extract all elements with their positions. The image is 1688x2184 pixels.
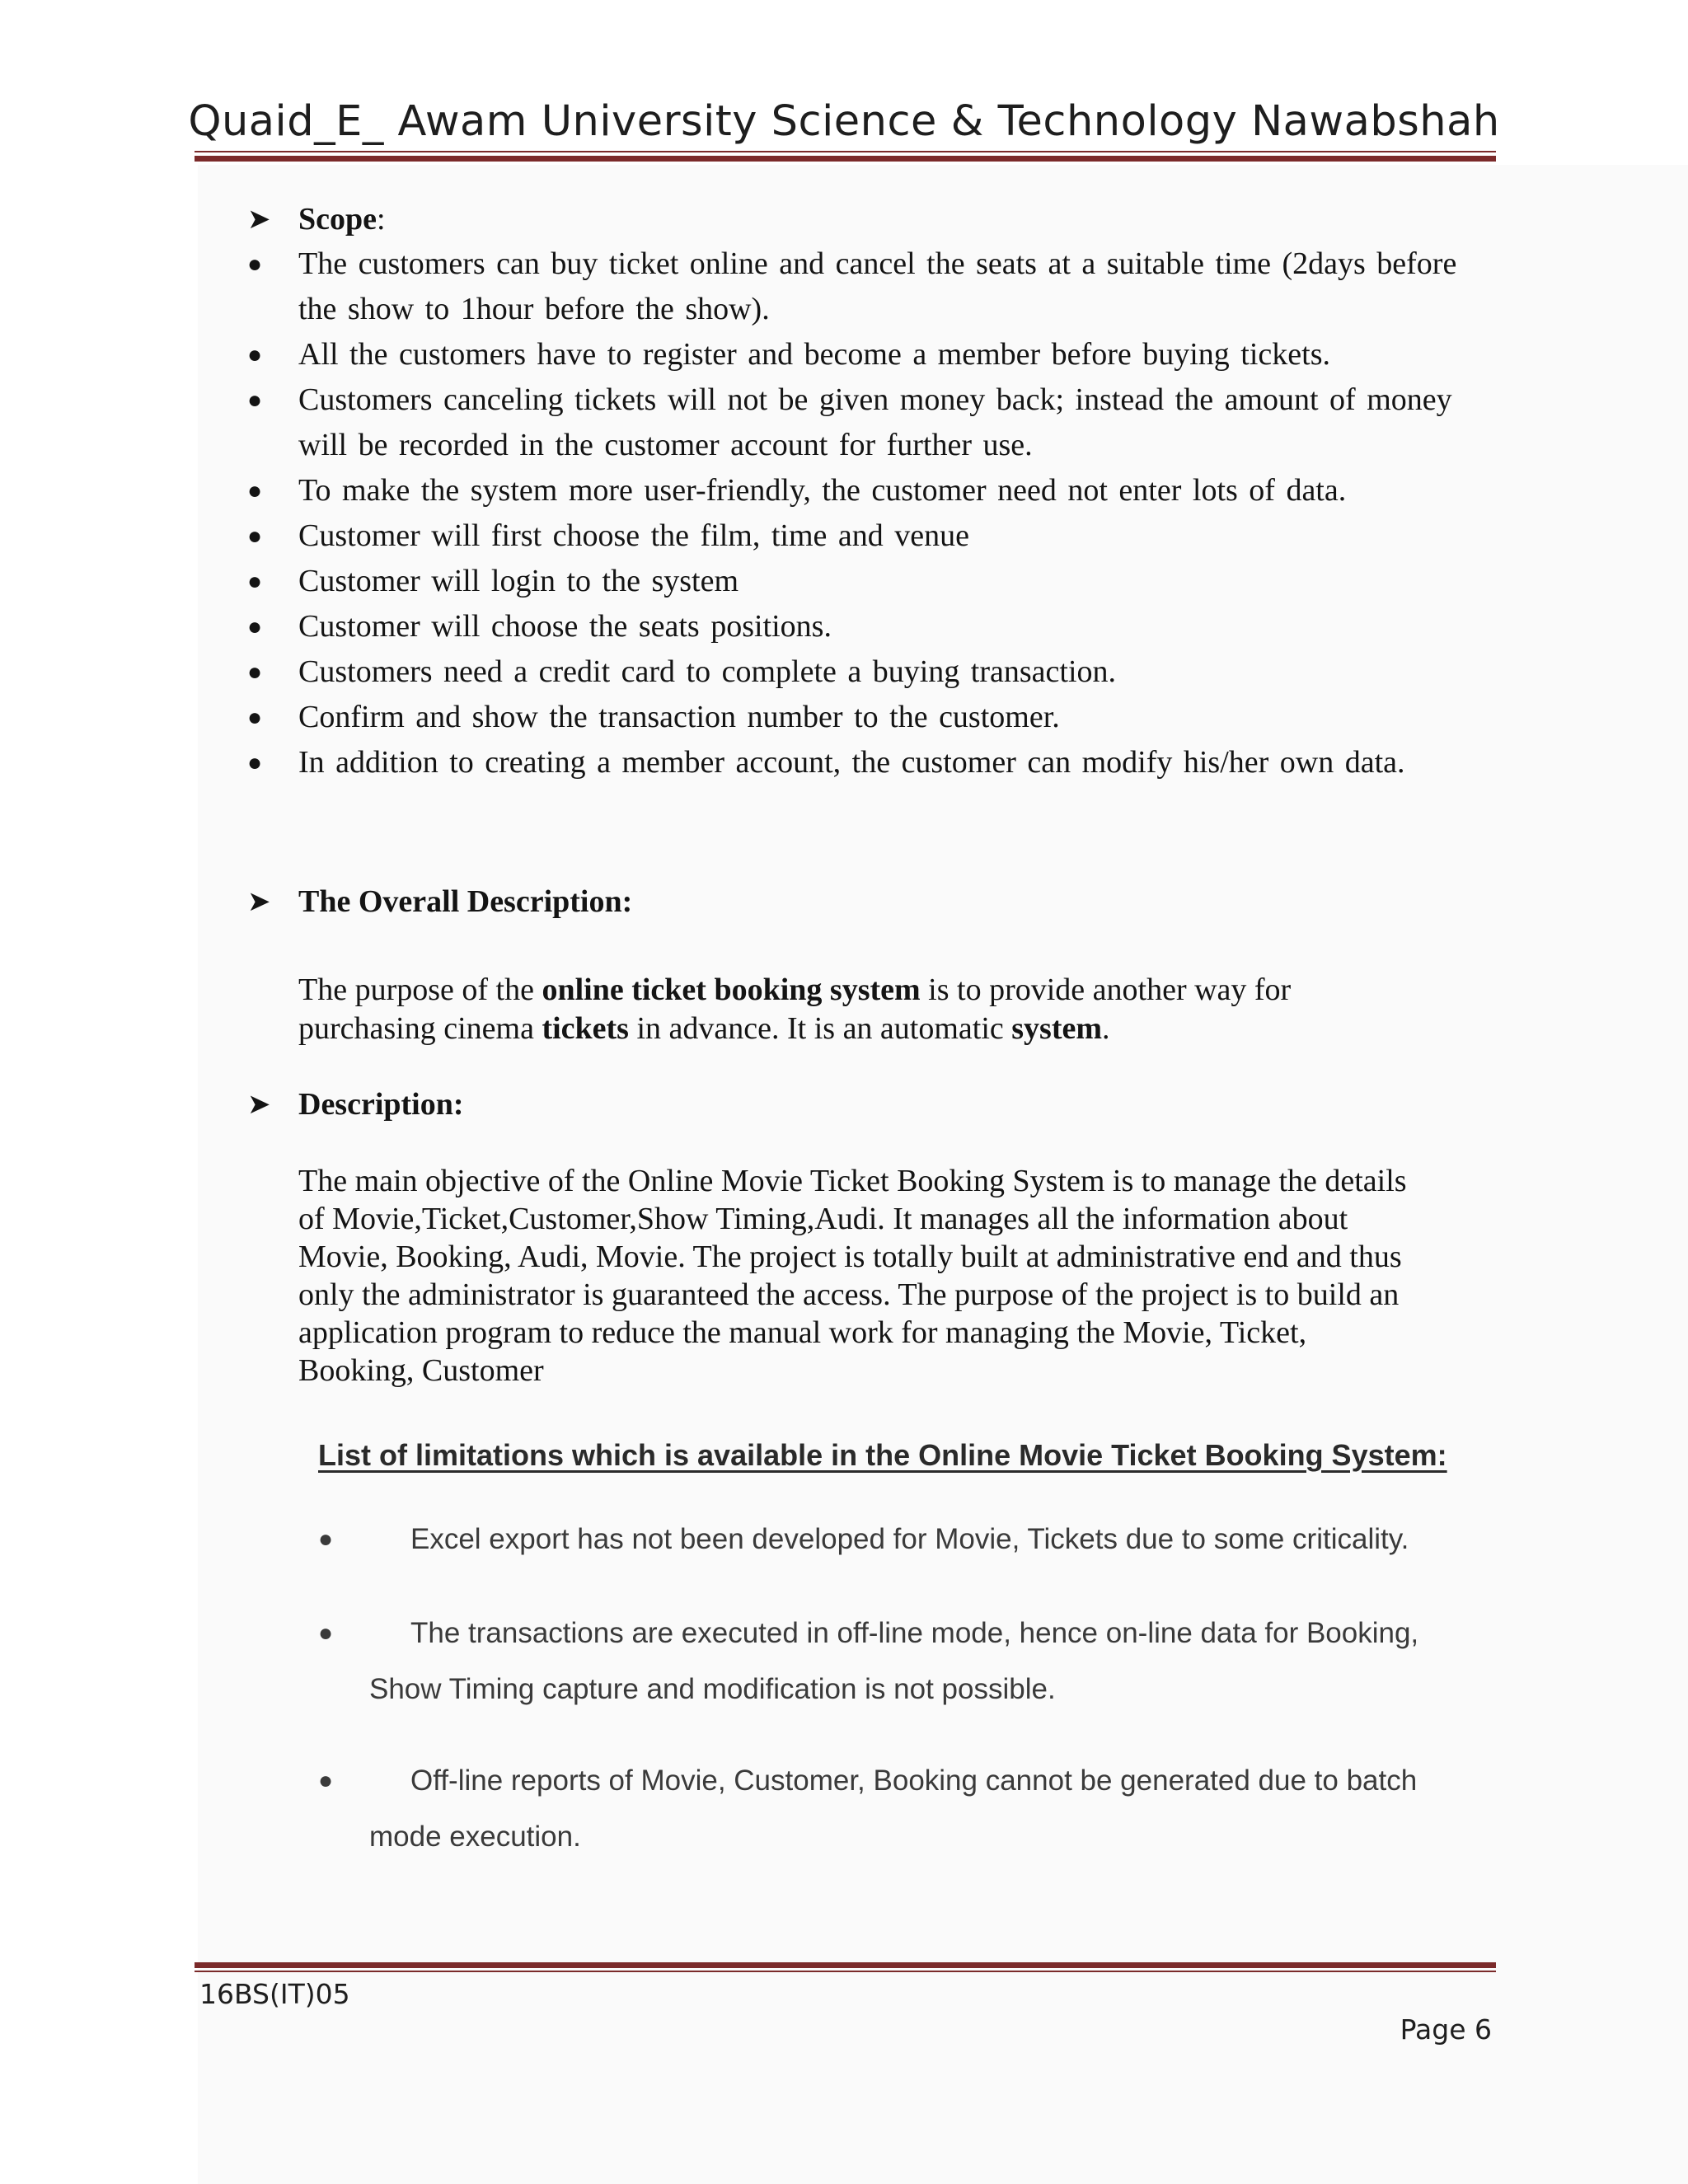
paragraph-bold-text: online ticket booking system: [542, 972, 921, 1007]
paragraph-line: only the administrator is guaranteed the access. The purpose of the project is to build an: [298, 1277, 1400, 1312]
limitation-item: [318, 1753, 1522, 1865]
bullet-icon: ●: [247, 341, 263, 368]
list-item-text: Customer will login to the system: [298, 564, 739, 598]
paragraph-line: The main objective of the Online Movie Ticket Booking System is to manage the details: [298, 1164, 1407, 1198]
paragraph-bold-text: system: [1011, 1011, 1103, 1046]
list-item-text: Customers canceling tickets will not be given money back; instead the amount of money: [298, 382, 1452, 417]
limitations-title: List of limitations which is available in the Online Movie Ticket Booking System:: [318, 1438, 1447, 1472]
bullet-icon: ●: [318, 1619, 334, 1647]
limitation-text: Off-line reports of Movie, Customer, Booking cannot be generated due to batch: [410, 1765, 1418, 1797]
list-item: [247, 740, 1484, 785]
list-item-text: Customers need a credit card to complete a buying transaction.: [298, 654, 1117, 689]
paragraph-text: The purpose of the: [298, 972, 542, 1007]
list-item-text: In addition to creating a member account, the customer can modify his/her own data.: [298, 745, 1405, 780]
list-item-text: The customers can buy ticket online and cancel the seats at a suitable time (2days before: [298, 246, 1457, 281]
limitation-item: [318, 1605, 1522, 1718]
paragraph-text: .: [1102, 1011, 1110, 1046]
list-item-text: All the customers have to register and become a member before buying tickets.: [298, 337, 1330, 372]
page-header-title: Quaid_E_ Awam University Science & Technology Nawabshah: [188, 97, 1500, 146]
overall-description-heading-text: The Overall Description:: [298, 884, 633, 919]
paragraph-line: Movie, Booking, Audi, Movie. The project is totally built at administrative end and thus: [298, 1240, 1402, 1274]
bullet-icon: ●: [247, 613, 263, 640]
footer-document-id: 16BS(IT)05: [199, 1978, 350, 2010]
list-item-text: Confirm and show the transaction number to the customer.: [298, 700, 1060, 734]
list-item-text-cont: the show to 1hour before the show).: [298, 292, 770, 326]
limitation-text: The transactions are executed in off-line mode, hence on-line data for Booking,: [410, 1617, 1419, 1649]
bullet-icon: ●: [247, 658, 263, 686]
list-item: [247, 332, 1484, 377]
bullet-icon: ●: [318, 1767, 334, 1794]
list-item: [247, 695, 1484, 740]
bullet-icon: ●: [247, 568, 263, 595]
list-item-text: Customer will choose the seats positions.: [298, 609, 832, 644]
scope-list: [247, 241, 1484, 785]
description-heading: [247, 1086, 464, 1122]
paragraph-text: purchasing cinema: [298, 1011, 542, 1046]
bullet-icon: ●: [247, 251, 263, 278]
scope-heading: [247, 201, 386, 237]
bullet-icon: ●: [247, 704, 263, 731]
bullet-icon: ●: [247, 523, 263, 550]
list-item: [247, 241, 1484, 332]
header-rule-thick: [195, 156, 1496, 162]
list-item-text: Customer will first choose the film, time and venue: [298, 518, 970, 553]
scope-heading-text: Scope: [298, 202, 377, 237]
overall-description-paragraph: [298, 971, 1493, 1048]
overall-description-heading: [247, 883, 632, 920]
paragraph-line: Booking, Customer: [298, 1353, 544, 1388]
page-number: Page 6: [1400, 2013, 1492, 2046]
limitation-text: Excel export has not been developed for Movie, Tickets due to some criticality.: [410, 1523, 1409, 1555]
list-item: [247, 559, 1484, 604]
scope-heading-colon: :: [377, 202, 386, 237]
paragraph-line: of Movie,Ticket,Customer,Show Timing,Audi. It manages all the information about: [298, 1202, 1348, 1236]
arrow-bullet-icon: ➤: [247, 204, 271, 235]
arrow-bullet-icon: ➤: [247, 887, 271, 917]
arrow-bullet-icon: ➤: [247, 1090, 271, 1120]
limitation-text-cont: mode execution.: [369, 1821, 581, 1853]
description-heading-text: Description:: [298, 1087, 464, 1122]
list-item: [247, 649, 1484, 695]
bullet-icon: ●: [247, 387, 263, 414]
list-item: [247, 513, 1484, 559]
paragraph-bold-text: tickets: [542, 1011, 629, 1046]
header-rule-thin: [195, 151, 1496, 152]
bullet-icon: ●: [247, 749, 263, 776]
limitation-text-cont: Show Timing capture and modification is not possible.: [369, 1673, 1056, 1705]
list-item: [247, 468, 1484, 513]
list-item-text: To make the system more user-friendly, the customer need not enter lots of data.: [298, 473, 1347, 508]
list-item-text-cont: will be recorded in the customer account for further use.: [298, 428, 1033, 462]
bullet-icon: ●: [318, 1526, 334, 1553]
list-item: [247, 604, 1484, 649]
paragraph-text: is to provide another way for: [920, 972, 1292, 1007]
bullet-icon: ●: [247, 477, 263, 504]
footer-rule-thick: [195, 1962, 1496, 1968]
footer-rule-thin: [195, 1971, 1496, 1972]
paragraph-text: in advance. It is an automatic: [628, 1011, 1012, 1046]
paragraph-line: application program to reduce the manual work for managing the Movie, Ticket,: [298, 1315, 1307, 1350]
list-item: [247, 377, 1484, 468]
limitation-item: [318, 1511, 1522, 1568]
description-paragraph: [298, 1162, 1493, 1390]
